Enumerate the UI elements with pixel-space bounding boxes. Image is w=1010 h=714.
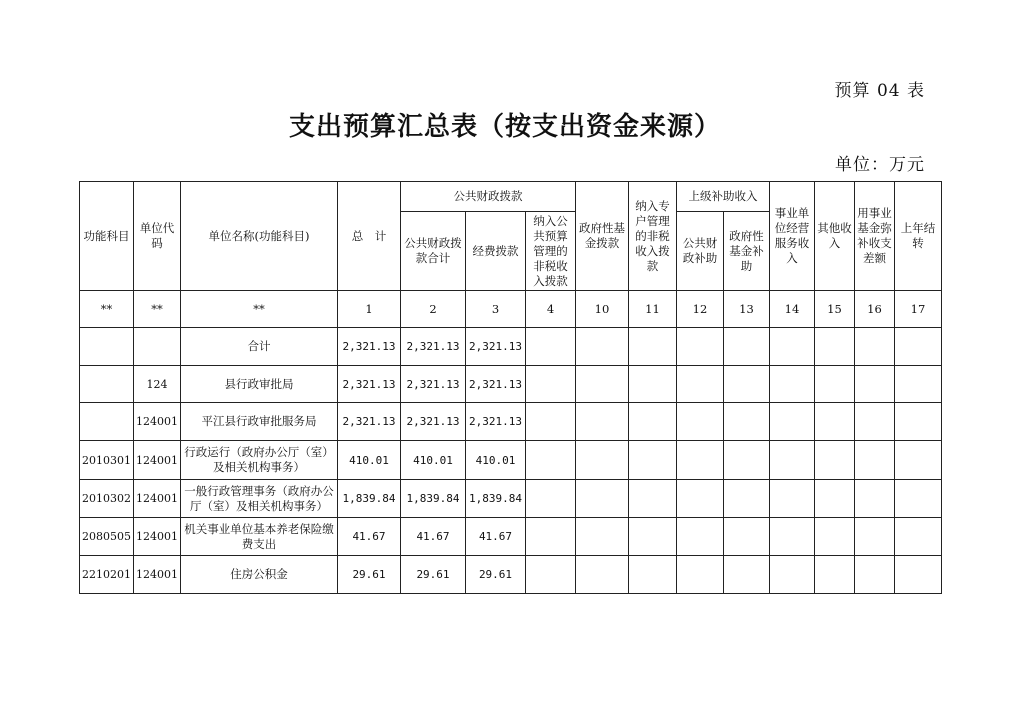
header-func-code: 功能科目 bbox=[80, 182, 134, 291]
funding-cell: 41.67 bbox=[466, 518, 526, 556]
total-cell: 2,321.13 bbox=[338, 328, 401, 366]
header-funding: 经费拨款 bbox=[466, 212, 526, 291]
header-gov-fund: 政府性基金拨款 bbox=[576, 182, 629, 291]
funding-cell: 2,321.13 bbox=[466, 366, 526, 403]
unit-name-cell: 平江县行政审批服务局 bbox=[181, 403, 338, 441]
header-unit-code: 单位代码 bbox=[134, 182, 181, 291]
header-superior-group: 上级补助收入 bbox=[677, 182, 770, 212]
total-cell: 2,321.13 bbox=[338, 403, 401, 441]
header-carryover: 上年结转 bbox=[895, 182, 942, 291]
total-cell: 2,321.13 bbox=[338, 366, 401, 403]
header-nontax: 纳入公共预算管理的非税收入拨款 bbox=[526, 212, 576, 291]
form-number: 预算 04 表 bbox=[834, 81, 925, 101]
public-total-cell: 2,321.13 bbox=[401, 366, 466, 403]
func-code-cell: 2010301 bbox=[80, 441, 134, 480]
index-cell: ** bbox=[80, 291, 134, 328]
table-row bbox=[80, 441, 942, 480]
header-total: 总 计 bbox=[338, 182, 401, 291]
index-cell: ** bbox=[181, 291, 338, 328]
func-code-cell: 2080505 bbox=[80, 518, 134, 556]
unit-code-cell: 124001 bbox=[134, 403, 181, 441]
unit-code-cell: 124001 bbox=[134, 556, 181, 594]
unit-name-cell: 合计 bbox=[181, 328, 338, 366]
table-row bbox=[80, 328, 942, 366]
index-cell: 2 bbox=[401, 291, 466, 328]
header-public-total: 公共财政拨款合计 bbox=[401, 212, 466, 291]
unit-name-cell: 一般行政管理事务（政府办公厅（室）及相关机构事务） bbox=[181, 480, 338, 518]
table-row bbox=[80, 366, 942, 403]
index-cell: 11 bbox=[629, 291, 677, 328]
unit-code-cell: 124 bbox=[134, 366, 181, 403]
unit-name-cell: 住房公积金 bbox=[181, 556, 338, 594]
public-total-cell: 1,839.84 bbox=[401, 480, 466, 518]
index-cell: 10 bbox=[576, 291, 629, 328]
header-gov-fund-subsidy: 政府性基金补助 bbox=[724, 212, 770, 291]
table-row bbox=[80, 480, 942, 518]
funding-cell: 29.61 bbox=[466, 556, 526, 594]
func-code-cell: 2210201 bbox=[80, 556, 134, 594]
total-cell: 1,839.84 bbox=[338, 480, 401, 518]
table-row bbox=[80, 403, 942, 441]
unit-label: 单位：万元 bbox=[835, 155, 925, 175]
header-fund-balance: 用事业基金弥补收支差额 bbox=[855, 182, 895, 291]
page-title: 支出预算汇总表（按支出资金来源） bbox=[288, 112, 721, 142]
header-business: 事业单位经营服务收入 bbox=[770, 182, 815, 291]
index-cell: 15 bbox=[815, 291, 855, 328]
unit-name-cell: 机关事业单位基本养老保险缴费支出 bbox=[181, 518, 338, 556]
func-code-cell: 2010302 bbox=[80, 480, 134, 518]
public-total-cell: 410.01 bbox=[401, 441, 466, 480]
unit-code-cell: 124001 bbox=[134, 441, 181, 480]
index-cell: 17 bbox=[895, 291, 942, 328]
public-total-cell: 29.61 bbox=[401, 556, 466, 594]
index-cell: 16 bbox=[855, 291, 895, 328]
unit-code-cell bbox=[134, 328, 181, 366]
header-special-nontax: 纳入专户管理的非税收入拨款 bbox=[629, 182, 677, 291]
funding-cell: 2,321.13 bbox=[466, 403, 526, 441]
index-cell: 14 bbox=[770, 291, 815, 328]
total-cell: 41.67 bbox=[338, 518, 401, 556]
public-total-cell: 2,321.13 bbox=[401, 328, 466, 366]
header-other: 其他收入 bbox=[815, 182, 855, 291]
budget-table bbox=[79, 181, 942, 594]
unit-code-cell: 124001 bbox=[134, 480, 181, 518]
public-total-cell: 2,321.13 bbox=[401, 403, 466, 441]
index-cell: 3 bbox=[466, 291, 526, 328]
funding-cell: 410.01 bbox=[466, 441, 526, 480]
func-code-cell bbox=[80, 366, 134, 403]
index-cell: ** bbox=[134, 291, 181, 328]
funding-cell: 2,321.13 bbox=[466, 328, 526, 366]
funding-cell: 1,839.84 bbox=[466, 480, 526, 518]
table-row bbox=[80, 518, 942, 556]
unit-code-cell: 124001 bbox=[134, 518, 181, 556]
index-row bbox=[80, 291, 942, 328]
func-code-cell bbox=[80, 328, 134, 366]
index-cell: 13 bbox=[724, 291, 770, 328]
index-cell: 4 bbox=[526, 291, 576, 328]
func-code-cell bbox=[80, 403, 134, 441]
header-unit-name: 单位名称(功能科目) bbox=[181, 182, 338, 291]
unit-name-cell: 县行政审批局 bbox=[181, 366, 338, 403]
index-cell: 12 bbox=[677, 291, 724, 328]
header-public-group: 公共财政拨款 bbox=[401, 182, 576, 212]
index-cell: 1 bbox=[338, 291, 401, 328]
header-public-subsidy: 公共财政补助 bbox=[677, 212, 724, 291]
unit-name-cell: 行政运行（政府办公厅（室）及相关机构事务） bbox=[181, 441, 338, 480]
public-total-cell: 41.67 bbox=[401, 518, 466, 556]
total-cell: 29.61 bbox=[338, 556, 401, 594]
table-row bbox=[80, 556, 942, 594]
total-cell: 410.01 bbox=[338, 441, 401, 480]
